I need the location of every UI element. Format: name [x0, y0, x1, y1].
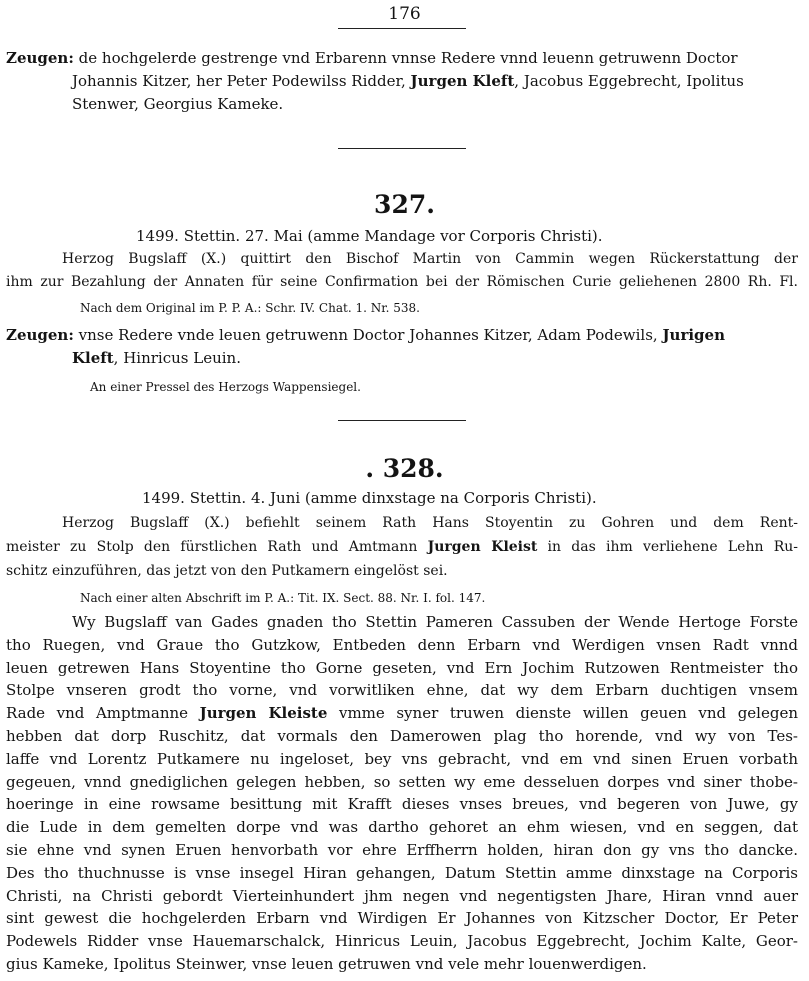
doc328-text-segment: tho Ruegen, vnd Graue tho Gutzkow, Entbeden denn Erbarn vnd Werdigen vnsen Radt vnnd [6, 635, 798, 654]
doc328-text-segment: Des tho thuchnusse is vnse insegel Hiran gehangen, Datum Stettin amme dinxstage na Corporis [6, 863, 798, 882]
doc327-source: Nach dem Original im P. P. A.: Schr. IV. Chat. 1. Nr. 538. [80, 301, 420, 315]
doc328-text-segment: hebben dat dorp Ruschitz, dat vormals den Damerowen plag tho horende, vnd wy von Tes- [6, 727, 798, 745]
doc327-summary-2: ihm zur Bezahlung der Annaten für seine Confirmation bei der Römischen Curie geliehenen 2800 Rh. Fl. [6, 274, 798, 290]
doc327-witnesses-label: Zeugen: [6, 326, 74, 344]
witnesses-top-line-1 [6, 48, 796, 68]
doc328-text-line [6, 703, 798, 723]
doc328-text-line [6, 908, 798, 928]
witnesses-top-text-2a: Johannis Kitzer, her Peter Podewilss Ridder, [72, 72, 411, 90]
doc328-text-line [6, 840, 798, 860]
doc327-date: 1499. Stettin. 27. Mai (amme Mandage vor Corporis Christi). [136, 227, 603, 245]
doc328-text-segment: die Lude in dem gemelten dorpe vnd was dartho gehoret an ehm wiesen, vnd en seggen, dat [6, 818, 798, 837]
doc328-text-line [6, 794, 798, 814]
witnesses-top-label: Zeugen: [6, 49, 74, 67]
doc328-text-line [6, 635, 798, 655]
doc328-date: 1499. Stettin. 4. Juni (amme dinxstage na Corporis Christi). [142, 489, 597, 507]
doc328-text-segment: hoeringe in eine rowsame besittung mit Krafft dieses vnses breues, vnd begeren von Juwe, gy [6, 795, 798, 814]
witnesses-top-text-2c: , Jacobus Eggebrecht, Ipolitus [514, 72, 744, 90]
doc328-text-line [72, 612, 798, 632]
doc328-text-segment: Stolpe vnseren grodt tho vorne, vnd vorwitliken ehne, dat wy dem Erbarn duchtigen vnsem [6, 681, 798, 700]
witnesses-top-text-3: Stenwer, Georgius Kameke. [72, 95, 284, 113]
doc328-text-line [6, 817, 798, 837]
rule-top [338, 28, 466, 29]
rule-divider-2 [338, 420, 466, 421]
doc327-witnesses-name-1: Jurigen [662, 326, 725, 344]
doc328-text-line [6, 772, 798, 792]
doc328-text-line [6, 726, 798, 746]
doc328-text-line [6, 954, 798, 974]
doc328-text-segment: sie ehne vnd synen Eruen henvorbath vor ehre Erffherrn holden, hiran don gy vns tho dancke. [6, 841, 798, 859]
doc328-text-name: Jurgen Kleiste [199, 704, 328, 723]
doc327-witnesses-text-1: vnse Redere vnde leuen getruwenn Doctor Johannes Kitzer, Adam Podewils, [78, 326, 663, 344]
doc328-text-segment: vmme syner truwen dienste willen geuen vnd gelegen [327, 704, 798, 723]
doc328-text-segment: leuen getrewen Hans Stoyentine tho Gorne geseten, vnd Ern Jochim Rutzowen Rentmeister tho [6, 658, 798, 677]
doc328-text-line [6, 658, 798, 678]
doc327-witnesses-name-2: Kleft [72, 349, 114, 367]
doc328-text-line [6, 863, 798, 883]
doc327-witnesses-line-1 [6, 325, 798, 345]
doc328-summary-name: Jurgen Kleist [427, 539, 538, 555]
page-number: 176 [388, 4, 421, 24]
doc328-text-line [6, 680, 798, 700]
doc327-number: 327. [374, 190, 435, 219]
witnesses-top-name: Jurgen Kleft [410, 72, 515, 90]
doc328-text-line [6, 931, 798, 951]
doc328-summary-1: Herzog Bugslaff (X.) befiehlt seinem Rath Hans Stoyentin zu Gohren und dem Rent- [62, 515, 798, 531]
doc328-text-segment: laffe vnd Lorentz Putkamere nu ingeloset, bey vns gebracht, vnd em vnd sinen Eruen vorbath [6, 749, 798, 768]
doc327-seal: An einer Pressel des Herzogs Wappensiegel. [90, 380, 361, 394]
doc328-summary-2a: meister zu Stolp den fürstlichen Rath und Amtmann [6, 539, 428, 555]
doc327-witnesses-text-2: , Hinricus Leuin. [113, 349, 241, 367]
doc328-text-segment: Christi, na Christi gebordt Vierteinhundert jhm negen vnd negentigsten Jhare, Hiran vnnd auer [6, 886, 798, 905]
doc327-witnesses-line-2 [72, 348, 241, 368]
doc328-summary-2 [6, 537, 798, 557]
doc328-text-segment: Wy Bugslaff van Gades gnaden tho Stettin Pameren Cassuben der Wende Hertoge Forste [72, 613, 798, 631]
doc328-text-segment: gegeuen, vnnd gnediglichen gelegen hebben, so setten wy eme desseluen dorpes vnd siner thobe- [6, 772, 798, 791]
doc328-text-line [6, 749, 798, 769]
doc328-source: Nach einer alten Abschrift im P. A.: Tit. IX. Sect. 88. Nr. I. fol. 147. [80, 591, 486, 605]
rule-divider-1 [338, 148, 466, 149]
doc328-text-segment: Rade vnd Amptmanne [6, 704, 200, 723]
doc328-number: . 328. [365, 454, 444, 483]
doc328-text-segment: gius Kameke, Ipolitus Steinwer, vnse leuen getruwen vnd vele mehr louenwerdigen. [6, 955, 647, 973]
witnesses-top-line-3 [72, 94, 283, 114]
doc327-summary-1: Herzog Bugslaff (X.) quittirt den Bischof Martin von Cammin wegen Rückerstattung der [62, 251, 798, 267]
doc328-text-line [6, 886, 798, 906]
witnesses-top-text-1: de hochgelerde gestrenge vnd Erbarenn vnnse Redere vnnd leuenn getruwenn Doctor [78, 49, 738, 67]
doc328-text-segment: sint gewest die hochgelerden Erbarn vnd Wirdigen Er Johannes von Kitzscher Doctor, Er Peter [6, 909, 798, 928]
doc328-summary-2c: in das ihm verliehene Lehn Ru- [537, 539, 798, 555]
doc328-summary-3: schitz einzuführen, das jetzt von den Putkamern eingelöst sei. [6, 563, 448, 579]
doc328-text-segment: Podewels Ridder vnse Hauemarschalck, Hinricus Leuin, Jacobus Eggebrecht, Jochim Kalte, Geor- [6, 932, 798, 951]
witnesses-top-line-2 [72, 71, 744, 91]
